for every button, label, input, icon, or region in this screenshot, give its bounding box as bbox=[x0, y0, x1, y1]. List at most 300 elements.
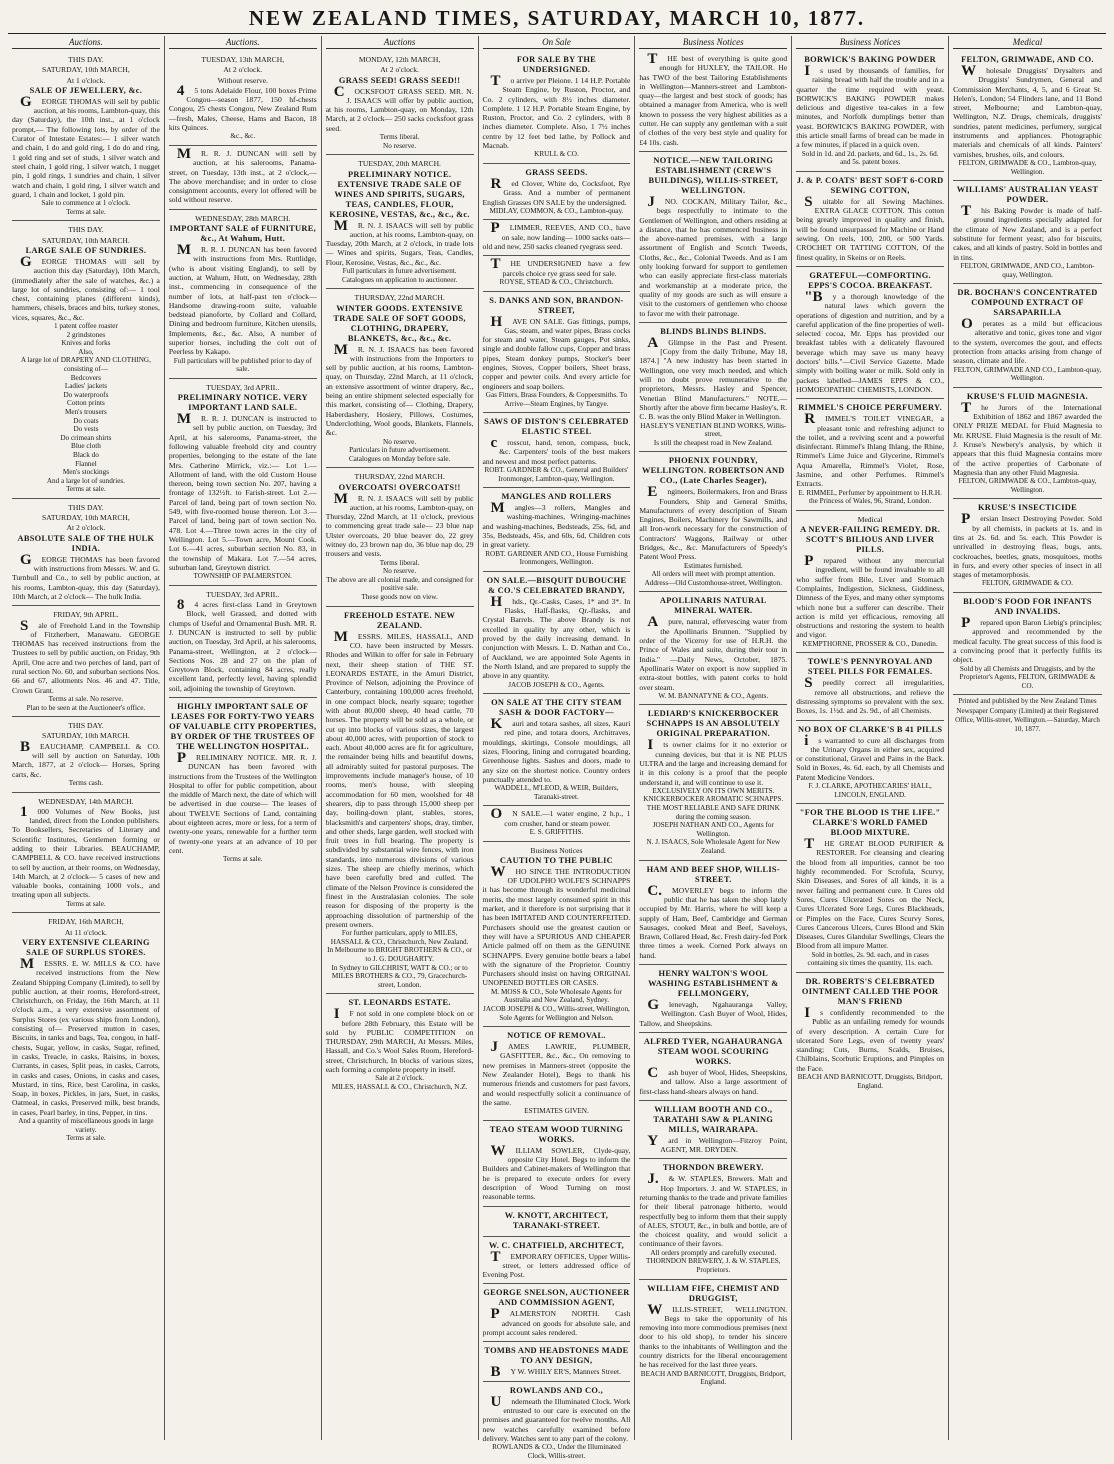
ad-line: JOSEPH NATHAN AND CO., Agents for Wellington. bbox=[652, 821, 774, 838]
ad-body: Persian Insect Destroying Powder. Sold by all chemists, in packets at 1s. and in tins at 2s. 6d. and 5s. each. This Powder is unrivalled in destroying fleas, bugs, ants, cockroaches, beetles, gnats, mosquitoes, moths in furs, and every other species of insect in all stages of metamorphosis. bbox=[953, 511, 1102, 580]
advertisement bbox=[796, 399, 944, 511]
ad-line: JACOB JOSEPH & CO., Agents. bbox=[508, 680, 605, 689]
ad-body: AGlimpse in the Past and Present. [Copy from the daily Tribune, May 18, 1874.] "A new industry has been started in Wellington, one very much needed, and which will no doubt prove remunerative to the proprietors, Messrs. Hasley and Spencer, Venetian Blind Manufacturers." NOTE.—Shortly after the above firm became Hasley's, R. C. B. was the only Blind Maker in Wellington. bbox=[639, 334, 788, 422]
ad-line: F. J. CLARKE, APOTHECARIES' HALL, LINCOLN, ENGLAND. bbox=[808, 782, 932, 799]
ad-title: DR. ROBERTS'S CELEBRATED OINTMENT CALLED THE POOR MAN'S FRIEND bbox=[801, 976, 939, 1006]
ad-body: crosscut, hand, tenon, compass, buck, &c. Carpenters' tools of the best makers and newest and most perfect patterns. bbox=[482, 435, 631, 466]
ad-title: MANGLES AND ROLLERS bbox=[501, 492, 612, 502]
ad-line: Full particulars in future advertisement. bbox=[342, 267, 457, 276]
ad-line: Terms liberal. bbox=[379, 133, 420, 142]
advertisement bbox=[169, 698, 317, 868]
ad-title: THORNDON BREWERY. bbox=[662, 1163, 764, 1173]
ad-title: "FOR THE BLOOD IS THE LIFE." CLARKE'S WORLD FAMED BLOOD MIXTURE. bbox=[799, 808, 941, 838]
ad-title: GRATEFUL—COMFORTING. EPPS'S COCOA. BREAKFAST. bbox=[808, 270, 933, 290]
ad-line: Bedcovers bbox=[70, 373, 102, 382]
advertisement bbox=[483, 694, 631, 806]
ad-line: Particulars in future advertisement. bbox=[349, 446, 451, 455]
advertisement bbox=[639, 1033, 787, 1101]
column-heading: Business Notices bbox=[639, 36, 787, 49]
ad-date-line: THIS DAY. bbox=[68, 225, 104, 235]
ad-line: KRULL & CO. bbox=[534, 150, 579, 159]
advertisement bbox=[483, 1121, 631, 1207]
ad-line: FELTON, GRIMWADE AND CO., Lambton-quay, Wellington. bbox=[953, 365, 1102, 383]
ad-body: "By a thorough knowledge of the natural laws which govern the operations of digestion and nutrition, and by a careful application of the fine properties of well-selected cocoa, Mr. Epps has provided our breakfast tables with a delicately flavoured beverage which may save us many heavy doctors' bills."—Civil Service Gazette. Made simply with boiling water or milk. Sold only in packets labelled—JAMES EPPS & CO., HOMOEOPATHIC CHEMISTS, LONDON. bbox=[796, 288, 945, 394]
advertisement bbox=[639, 452, 787, 592]
ad-title: TOMBS AND HEADSTONES MADE TO ANY DESIGN, bbox=[484, 1346, 629, 1366]
ad-body: MESSRS. MILES, HASSALL, AND CO. have been instructed by Messrs. Rhodes and Wilkin to offer for sale in February next, their sheep station of THE ST. LEONARDS ESTATE, in the Amuri District, Province of Nelson, adjoining the Province of Canterbury, containing 100,000 acres freehold, in one compact block, nearly square; together with about 80,000 sheep, 40 head cattle, 70 horses. The property will be sold as a whole, or cut up into blocks of various sizes, the largest about 40,000 acres, with proportion of stock to each. About 40,000 acres are fit for agriculture, the remainder being hills and beautiful downs, all admirably suited for pastoral purposes. The improvements include manager's house, of 10 rooms, men's house, with sleeping accommodation for 60 men, woolshed for 48 shearers, dip to pass through 15,000 sheep per day, boiling-down plant, stables, stores, blacksmith's and carpenters' shops, dray, timber, and other sheds, large garden, well stocked with fruit trees in full bearing. The property is subdivided by substantial wire fences, with iron standards, into numerous divisions of various sizes. The sheep are chiefly merinos, which have been carefully bred and culled. The climate of the Nelson Province is considered the finest in the Australasian colonies. The sole reason for disposing of the property is the approaching dissolution of partnership of the present owners. bbox=[325, 628, 474, 929]
ad-title: W. KNOTT, ARCHITECT, TARANAKI-STREET. bbox=[504, 1210, 609, 1230]
ad-line: In Sydney to GILCHRIST, WATT & CO.; or to MILES BROTHERS & CO., 79, Gracechurch-street, London. bbox=[331, 963, 468, 989]
ad-date-line: TUESDAY, 3rd APRIL. bbox=[206, 589, 280, 599]
column-4 bbox=[479, 36, 636, 1460]
ad-line: BEACH AND BARNICOTT, Druggists, Bridport, England. bbox=[797, 1073, 943, 1090]
ad-body: BY W. WHILY ER'S, Manners Street. bbox=[490, 1364, 621, 1381]
ad-title: PRELIMINARY NOTICE. EXTENSIVE TRADE SALE OF WINES AND SPIRITS, SUGARS, TEAS, CANDLES, FLOUR, KEROSINE, VESTAS, &c., &c., &c. bbox=[329, 169, 470, 219]
ad-line: Terms cash. bbox=[68, 778, 104, 787]
advertisement bbox=[483, 806, 631, 841]
ad-title: ON SALE AT THE CITY STEAM SASH & DOOR FACTORY— bbox=[491, 698, 622, 718]
advertisement bbox=[483, 488, 631, 572]
ad-body: Hhds., Qr.-Casks, Cases, 1* and 3*. In Flasks, Half-flasks, Qr.-flasks, and Crystal Barrels. The above Brandy is not excelled in quality by any other, which is proved by the daily increasing demand. In conjunction with Messrs. L. D. Nathan and Co., of Auckland, we are appointed Sole Agents in the North Island, and are prepared to supply the above in any quantity. bbox=[482, 593, 631, 681]
ad-date-line: At 1 o'clock. bbox=[66, 75, 106, 85]
column-6 bbox=[792, 36, 949, 1440]
ad-date-line: FRIDAY, 9th APRIL. bbox=[53, 610, 119, 620]
ad-title: BLOOD'S FOOD FOR INFANTS AND INVALIDS. bbox=[963, 597, 1092, 617]
ad-title: BORWICK'S BAKING POWDER bbox=[804, 55, 937, 64]
advertisement bbox=[639, 705, 787, 860]
ad-title: HIGHLY IMPORTANT SALE OF LEASES FOR FORTY-TWO YEARS OF VALUABLE CITY PROPERTIES, BY ORDER OF THE TRUSTEES OF THE WELLINGTON HOSPITAL. bbox=[169, 702, 317, 751]
ad-line: Do coats bbox=[73, 416, 99, 425]
ad-date-line: Without reserve. bbox=[217, 75, 268, 85]
advertisement bbox=[953, 51, 1102, 181]
ad-line: A large lot of DRAPERY AND CLOTHING, consisting of— bbox=[20, 356, 151, 373]
ad-body: 45 tons Adelaide Flour, 100 boxes Prime Congou—season 1877, 150 hf-chests Congou, 25 chests Congou, New Zealand Rum—fresh, Males, Cheese, Hams and Bacon, 18 kits Quinces. bbox=[168, 82, 317, 133]
advertisement bbox=[169, 210, 317, 379]
ad-title: WINTER GOODS. EXTENSIVE TRADE SALE OF SOFT GOODS, CLOTHING, DRAPERY, BLANKETS, &c., &c., &c. bbox=[333, 303, 466, 343]
ad-date-line: SATURDAY, 10th MARCH. bbox=[42, 731, 130, 741]
ad-title: J. & P. COATS' BEST SOFT 6-CORD SEWING COTTON, bbox=[796, 175, 944, 195]
ad-line: Black do bbox=[73, 450, 99, 459]
ad-line: Sold in bottles, 2s. 9d. each, and in cases containing six times the quantity, 11s. each. bbox=[807, 950, 933, 968]
ad-line: FELTON, GRIMWADE, AND CO., Lambton-quay, Wellington. bbox=[960, 261, 1095, 279]
ad-body: Suitable for all Sewing Machines. EXTRA GLACE COTTON. This cotton being greatly improved in quality and finish, will be found unsurpassed for Machine or Hand sewing. On reels, 100, 200, or 500 Yards. CROCHET OR TATTING COTTON, Of the finest quality, in Skeins or on Reels. bbox=[796, 193, 945, 262]
ad-body: HAVE ON SALE. Gas fittings, pumps, Gas, steam, and water pipes, Brass cocks for steam and water, Steam gauges, Pot sinks, single and double fallow cups, Copper and brass pipes, Steam donkey pumps, Stocker's beer engines, Stoves, Copper boilers, Sheet brass, copper and pewter coils. And every article for engineers and soap boilers. bbox=[482, 313, 631, 391]
advertisement bbox=[796, 172, 944, 267]
ad-date-line: THIS DAY. bbox=[68, 502, 104, 512]
ad-line: THE MOST RELIABLE AND SAFE DRINK during the coming season. bbox=[646, 804, 780, 821]
ad-line: N. J. ISAACS, Sole Wholesale Agent for New Zealand. bbox=[646, 838, 781, 856]
ad-line: &c., &c. bbox=[230, 132, 256, 141]
ad-body: To arrive per Pleione. 1 14 H.P. Portable Steam Engine, by Ruston, Proctor, and Co. 2 cylinders, with 8½ inches diameter. Complete. 1 12 H.P. Portable Steam Engine, by Ruston, Proctor, and Co. 2 cylinders, with 8 inches diameter. Complete. Also, 1 7½ inches centre by 12 feet bed lathe, by Pollock and Macnab. bbox=[482, 73, 631, 151]
ad-title: NO BOX OF CLARKE'S B 41 PILLS bbox=[798, 724, 943, 734]
ad-body: Is used by thousands of families, for raising bread with half the trouble and in a quarter the time required with yeast. BORWICK'S BAKING POWDER makes delicious and digestive tea-cakes in a few minutes, and Norfolk dumplings better than yeast. BORWICK'S BAKING POWDER, with this article small farms of bread can be made in a few minutes, if placed in a quick oven. bbox=[796, 63, 945, 150]
ad-body: MR. R. J. DUNCAN will sell by auction, at his salerooms, Panama-street, on Tuesday, 13th inst., at 2 o'clock,— The above merchandise; and in order to close consignment accounts, every lot offered will be sold without reserve. bbox=[168, 145, 317, 205]
ad-body: Is confidently recommended to the Public as an unfailing remedy for wounds of every description. A certain Cure for ulcerated Sore Legs, even of twenty years' standing; Cuts, Burns, Scalds, Bruises, Chilblains, Scorbutic Eruptions, and Pimples on the Face. bbox=[796, 1004, 945, 1073]
advertisement bbox=[483, 1237, 631, 1285]
ad-line: All orders promptly and carefully executed. bbox=[650, 1248, 777, 1257]
ad-body: JNO. COCKAN, Military Tailor, &c., begs respectfully to intimate to the Gentlemen of Wellington, and others residing at a distance, that he has commenced business in the above-named premises, with a large assortment of English and Scotch Tweeds, Cloths, &c., &c., Colonial Tweeds. And as I am only looking forward for support to gentlemen who can easily appreciate first-class materials and workmanship at a moderate price, the quality of my goods are such as will ensure a visit to the customers of gentlemen who choose to favor me with their patronage. bbox=[639, 193, 788, 318]
ad-body: is warranted to cure all discharges from the Urinary Organs in either sex, acquired or constitutional, Gravel and Pains in the Back. Sold in Boxes, 4s. 6d. each, by all Chemists and Patent Medicine Vendors. bbox=[796, 732, 945, 782]
ad-title: SALE OF JEWELLERY, &c. bbox=[29, 85, 143, 95]
advertisement bbox=[796, 804, 944, 973]
ad-line: JACOB JOSEPH & CO., Willis-street, Wellington, Sole Agents for Wellington and Nelson. bbox=[483, 1004, 630, 1022]
ad-date-line: TUESDAY, 20th MARCH. bbox=[358, 159, 441, 169]
ad-title: PRELIMINARY NOTICE. VERY IMPORTANT LAND SALE. bbox=[177, 393, 308, 413]
advertisement bbox=[12, 499, 160, 606]
ad-title: GRASS SEED! GRASS SEED!! bbox=[338, 75, 461, 85]
imprint-footer: Printed and published by the New Zealand Times Newspaper Company (Limited) at their Registered Office, Willis-street, Wellington.—Saturday, March 10, 1877. bbox=[955, 697, 1100, 734]
ad-line: Sold by all Chemists and Druggists, and by the Proprietor's Agents, FELTON, GRIMWADE & CO. bbox=[959, 664, 1096, 690]
ad-title: GEORGE SNELSON, AUCTIONEER AND COMMISSION AGENT, bbox=[483, 1288, 630, 1308]
ad-line: No reserve. bbox=[383, 437, 417, 446]
ad-body: Glenevagh, Ngahauranga Valley, Wellington. Cash Buyer of Wool, Hides, Tallow, and Sheepskins. bbox=[639, 997, 788, 1028]
ad-body: C.MOVERLEY begs to inform the public that he has taken the shop lately occupied by Mr. Harris, where he will keep a supply of Ham, Beef, Cambridge and German Sausages, cooked Meat and Beef, Saveloys, Brawn, Collared Head, &c. Fresh dairy-fed Pork three times a week. Corned Pork always on hand. bbox=[639, 882, 788, 960]
ad-body: Yard in Wellington—Fitzroy Point, AGENT, MR. DRYDEN. bbox=[647, 1132, 788, 1155]
advertisement bbox=[639, 861, 787, 965]
advertisement bbox=[326, 51, 474, 155]
advertisement bbox=[326, 155, 474, 289]
advertisement bbox=[12, 913, 160, 1146]
ad-line: WADDELL, M'LEOD, & WEIR, Builders, Taranaki-street. bbox=[494, 784, 619, 801]
ad-line: Knives and forks bbox=[61, 339, 111, 348]
advertisement bbox=[12, 793, 160, 914]
ad-title: VERY EXTENSIVE CLEARING SALE OF SURPLUS STORES. bbox=[22, 937, 150, 957]
ad-line: No reserve. bbox=[383, 567, 417, 576]
ad-body: GEORGE THOMAS will sell by public auction, at his rooms, Lambton-quay, this day (Saturday), the 10th inst., at 1 o'clock prompt,— The following lots, by order of the Curator of Intestate Estates:— 1 silver watch and chain, 1 do and gold ring, 1 do do and ring, 1 gold ring and set of studs, 1 silver watch and steel chain, 1 gold ring, 1 silver watch, 1 nugget pin, 1 gold rings, 1 sundries and chain, 1 silver watch and chain, 1 gold ring, 1 silver watch and guard, 1 chain and locket, 1 gold pin. bbox=[12, 93, 160, 199]
advertisement bbox=[169, 146, 317, 210]
ad-line: M. MOSS & CO., Sole Wholesale Agents for Australia and New Zealand, Sydney. bbox=[491, 987, 622, 1005]
ad-line: THORNDON BREWERY, J. & W. STAPLES, Proprietors. bbox=[646, 1257, 781, 1274]
ad-line: BEACH AND BARNICOTT, Druggists, Bridport, England. bbox=[640, 1369, 786, 1387]
ad-line: Do crimean shirts bbox=[60, 433, 112, 442]
columns-container bbox=[8, 36, 1106, 1460]
ad-title: OVERCOATS! OVERCOATS!! bbox=[338, 482, 461, 492]
ad-body: The Jurors of the International Exhibition of 1862 and 1867 awarded the ONLY PRIZE MEDAL for Fluid Magnesia to Mr. KRUSE. Fluid Magnesia is the result of Mr. J. Kruse's Newbery's analysis, by which it appears that this fluid Magnesia contains more of the active properties of Carbonate of Magnesia than any other Fluid Magnesia. bbox=[953, 399, 1102, 477]
ad-line: Sold in 1d. and 2d. packets, and 6d., 1s., 2s. 6d. and 5s. patent boxes. bbox=[801, 149, 939, 167]
ad-title: TOWLE'S PENNYROYAL AND STEEL PILLS FOR FEMALES. bbox=[807, 657, 933, 677]
advertisement bbox=[169, 51, 317, 146]
advertisement bbox=[483, 164, 631, 220]
column-7 bbox=[949, 36, 1106, 1440]
column-heading: Auctions. bbox=[169, 36, 317, 49]
advertisement bbox=[483, 220, 631, 256]
ad-date-line: SATURDAY, 10th MARCH. bbox=[42, 235, 130, 245]
ad-title: HAM AND BEEF SHOP, WILLIS-STREET. bbox=[646, 864, 780, 884]
ad-body: GEORGE THOMAS has been favored with instructions from Messrs. W. and G. Turnbull and Co., to sell by public auction, at his rooms, Lambton-quay, this day (Saturday), 10th March, at 2 o'clock— The hulk India. bbox=[12, 551, 160, 601]
ad-title: ABSOLUTE SALE OF THE HULK INDIA. bbox=[17, 533, 155, 553]
ad-title: PHOENIX FOUNDRY, WELLINGTON. ROBERTSON AND CO., (Late Charles Seager), bbox=[641, 456, 785, 486]
ad-line: And a large lot of sundries. bbox=[46, 476, 125, 485]
ad-title: KRUSE'S INSECTICIDE bbox=[977, 503, 1077, 513]
ad-line: 1 patent coffee roaster bbox=[53, 322, 118, 331]
ad-date-line: THURSDAY, 22nd MARCH. bbox=[354, 472, 445, 482]
ad-body: Speedily correct all irregularities, remove all obstructions, and relieve the distressing symptoms so prevalent with the sex. Boxes, 1s. 1½d. and 2s. 9d., of all Chemists. bbox=[796, 675, 945, 716]
ad-title: NOTICE.—NEW TAILORING ESTABLISHMENT (CREW'S BUILDINGS), WILLIS-STREET, WELLINGTON. bbox=[648, 155, 779, 195]
ad-title: IMPORTANT SALE of FURNITURE, &c., At Wahum, Hutt. bbox=[169, 224, 316, 244]
ad-body: GEORGE THOMAS will sell by auction this day (Saturday), 10th March, (immediately after the sale of watches, &c.) a large lot of sundries, consisting of:— 1 tool chest, containing planes (different kinds), hammers, chisels, braces and bits, turkey stones, vices, squares, &c., &c. bbox=[12, 253, 160, 322]
ad-title: S. DANKS AND SON, BRANDON-STREET, bbox=[489, 295, 624, 315]
column-heading: Medical bbox=[953, 36, 1102, 49]
advertisement bbox=[483, 292, 631, 414]
ad-title: LEDIARD'S KNICKERBOCKER SCHNAPPS IS AN ABSOLUTELY ORIGINAL PREPARATION. bbox=[646, 709, 781, 739]
ad-body: Apure, natural, effervescing water from the Apollinaris Brunnen. "Supplied by order of the Viceroy for use of H.R.H. the Prince of Wales and suite, during their tour in India." —Daily News, October, 1875. Apollinaris Water on export is now supplied in extra-stout bottles, with patent corks to hold over steam. bbox=[639, 614, 788, 692]
ad-date-line: THURSDAY, 22nd MARCH. bbox=[354, 293, 445, 303]
advertisement bbox=[953, 499, 1102, 593]
ad-body: Mangles—3 rollers, Mangles and washing-machines, Wringing-machines and washing-machines, Bedsteads, 25s, 6d, and 35s, Bedsteads, 45s, and 60s, 6d, Children cots in great variety. bbox=[482, 500, 631, 550]
ad-line: Terms at sale. bbox=[66, 1134, 106, 1143]
ad-body: Its owner claims for it no exterior or cunning devices, but that it is NE PLUS ULTRA and the large and increasing demand for it in this colony is a proof that the people understand it, and will continue to use it. bbox=[639, 737, 788, 787]
ad-title: BLINDS BLINDS BLINDS. bbox=[660, 326, 767, 336]
ad-line: For further particulars, apply to MILES, HASSALL & CO., Christchurch, New Zealand. bbox=[330, 929, 469, 946]
advertisement bbox=[796, 267, 944, 399]
ad-line: Gas Fitters, Brass Founders, & Coppersmiths. To Arrive—Steam Engines, by Tangye. bbox=[485, 390, 628, 408]
ad-body: MR. N. J. ISAACS will sell by public auction, at his rooms, Lambton-quay, on Thursday, 22nd March, at 11 o'clock, previous to commencing great trade sale— 23 blue nap Ulster overcoats, 20 blue beaver do, 22 grey witney do, 23 brown nap do, 36 blue nap do, 29 trousers and vests. bbox=[325, 490, 474, 559]
advertisement bbox=[483, 1207, 631, 1237]
ad-line: Cotton prints bbox=[67, 399, 105, 408]
column-heading: Auctions bbox=[326, 36, 474, 49]
ad-title: NOTICE OF REMOVAL. bbox=[507, 1031, 606, 1041]
ad-body: COCKSFOOT GRASS SEED. MR. N. J. ISAACS will offer by public auction, at his rooms, Lambton-quay, on Monday, 12th March, at 2 o'clock— 250 sacks cocksfoot grass seed. bbox=[325, 83, 474, 133]
advertisement bbox=[12, 51, 160, 221]
ad-body: J.& W. STAPLES, Brewers. Malt and Hop Importers. J. and W. STAPLES, in returning thanks to the trade and private families for their liberal patronage hitherto, would respectfully beg to inform them that their supply of ALES, STOUT, &c., in bulk and bottle, are of the choicest quality, and would solicit a continuance of their favors. bbox=[639, 1171, 788, 1249]
ad-line: Ladies' jackets bbox=[64, 382, 108, 391]
ad-line: TOWNSHIP OF PALMERSTON. bbox=[193, 572, 292, 581]
ad-body: 1000 Volumes of New Books, just landed, direct from the London publishers. To Booksellers, Secretaries of Literary and Scientific Institutes, Gentlemen forming or adding to their Libraries. BEAUCHAMP, CAMPBELL & CO. have received instructions to sell by auction, at their rooms, on Wednesday, 14th March, at 2 o'clock— 5 cases of new and valuable books, containing 1000 vols., and treating upon all subjects. bbox=[12, 803, 160, 900]
ad-body: TEMPORARY OFFICES, Upper Willis-street, or letters addressed office of Evening Post. bbox=[482, 1248, 631, 1280]
ad-title: WILLIAM FIFE, CHEMIST AND DRUGGIST, bbox=[647, 1283, 780, 1303]
ad-date-line: At 2 o'clock. bbox=[66, 523, 106, 533]
ad-line: Flannel bbox=[75, 459, 97, 468]
advertisement bbox=[483, 1382, 631, 1464]
column-1 bbox=[8, 36, 165, 1440]
advertisement bbox=[483, 1027, 631, 1121]
advertisement bbox=[326, 468, 474, 606]
ad-line: Blue cloth bbox=[71, 442, 101, 451]
ad-line: Terms at sale. bbox=[222, 855, 263, 864]
ad-body: MR. R. J. DUNCAN has been favored with instructions from Mrs. Ruttlidge, (who is about visiting England), to sell by auction, at Wahum, Hutt, on Wednesday, 28th inst., commencing in consequence of the number of lots, at half-past ten o'clock— Handsome drawing-room suite, valuable bedstead pianoforte, by Collard and Collard, Dining and bedroom furniture, Kitchen utensils, Implements, &c., &c. Also, A number of superior horses, including the colt out of Peerless by Kakapo. bbox=[168, 242, 317, 357]
advertisement bbox=[639, 1159, 787, 1279]
advertisement bbox=[483, 1284, 631, 1342]
advertisement bbox=[639, 1101, 787, 1160]
column-2 bbox=[165, 36, 322, 1440]
advertisement bbox=[326, 607, 474, 995]
ad-title: FREEHOLD ESTATE. NEW ZEALAND. bbox=[344, 610, 456, 630]
ad-body: Cash buyer of Wool, Hides, Sheepskins, and tallow. Also a large assortment of first-class hand-shears always on hand. bbox=[639, 1064, 788, 1096]
ad-body: PRELIMINARY NOTICE. MR. R. J. DUNCAN has been favored with instructions from the Trustees of the Wellington Hospital to offer for public competition, about the middle of March next, the date of which will be advertised in due course— The leases of about TWELVE Sections of Land, containing about eighteen acres, more or less, for a term of twenty-one years, renewable for a further term of twenty-one years at an advance of 10 per cent. bbox=[168, 750, 317, 855]
ad-line: Is still the cheapest road in New Zealand. bbox=[653, 438, 773, 447]
ad-date-line: At 11 o'clock. bbox=[64, 927, 108, 937]
ad-body: 84 acres first-class Land in Greytown Block, well Grassed, and dotted with clumps of Useful and Ornamental Bush. MR. R. J. DUNCAN is instructed to sell by public auction, on Tuesday, 3rd April, at his salerooms, Panama-street, Wellington, at 2 o'clock— Sections Nos. 28 and 27 on the plan of Greytown Block, containing 84 acres, really excellent land, perfectly level, having splendid soil, adjoining the township of Greytown. bbox=[168, 597, 317, 693]
advertisement bbox=[953, 388, 1102, 500]
ad-title: A NEVER-FAILING REMEDY. DR. SCOTT'S BILIOUS AND LIVER PILLS. bbox=[800, 525, 941, 555]
ad-title: GRASS SEEDS. bbox=[525, 167, 588, 177]
advertisement bbox=[483, 413, 631, 488]
ad-body: THE best of everything is quite good enough for HUXLEY, the TAILOR. He has TWO of the best Tailoring Establishments in Wellington—Manners-street and Lambton-quay—the largest and best stock of goods; has obtained a manager from America, who is well known to possess the very highest abilities as a cutter. He can supply any gentleman with a suit of clothes of the very best style and quality for £4 10s. cash. bbox=[639, 51, 788, 147]
advertisement bbox=[483, 842, 631, 1028]
ad-line: E. RIMMEL, Perfumer by appointment to H.R.H. the Princess of Wales, 96, Strand, London. bbox=[798, 488, 942, 506]
advertisement bbox=[169, 379, 317, 586]
ad-date-line: THIS DAY. bbox=[68, 55, 104, 64]
ad-body: WHO SINCE THE INTRODUCTION OF UDOLPHO WOLFE'S SCHNAPPS it has become through its wonderful medicinal merits, the most largely consumed spirit in this market, and it therefore is not surprising that it has been IMITATED AND COUNTERFEITED. Purchasers should use the greatest caution or they will have a SPURIOUS AND CHEAPER Article palmed off on them as the GENUINE SCHNAPPS. Every genuine bottle bears a label with the signature of the Proprietor. Country Purchasers should insist on having ORIGINAL UNOPENED BOTTLES OR CASES. bbox=[482, 863, 631, 988]
ad-line: These goods now on view. bbox=[361, 593, 438, 602]
ad-title: FOR SALE BY THE UNDERSIGNED. bbox=[516, 55, 597, 74]
advertisement bbox=[639, 152, 787, 323]
ad-line: KEMPTHORNE, PROSSER & CO., Dunedin. bbox=[802, 639, 938, 648]
ad-date-line: WEDNESDAY, 14th MARCH. bbox=[38, 796, 134, 806]
ad-body: PLIMMER, REEVES, AND CO., have on sale, now landing— 1000 sacks oats—old and new, 250 sacks cleaned ryegrass seed. bbox=[482, 220, 631, 252]
advertisement bbox=[483, 51, 631, 164]
ad-line: Terms at sale. bbox=[66, 207, 106, 216]
ad-title: APOLLINARIS NATURAL MINERAL WATER. bbox=[659, 596, 767, 616]
ad-title: CAUTION TO THE PUBLIC bbox=[499, 855, 613, 865]
ad-line: ROBT. GARDNER AND CO., House Furnishing Ironmongers, Wellington. bbox=[485, 549, 628, 567]
ad-title: W. C. CHATFIELD, ARCHITECT, bbox=[488, 1240, 625, 1250]
ad-line: Terms liberal. bbox=[379, 558, 420, 567]
ad-line: Terms at sale. bbox=[66, 485, 106, 494]
ad-date-line: TUESDAY, 3rd APRIL. bbox=[206, 382, 280, 392]
ad-title: HENRY WALTON'S WOOL WASHING ESTABLISHMENT & FELLMONGERY, bbox=[648, 969, 779, 999]
ad-title: LARGE SALE OF SUNDRIES. bbox=[25, 245, 147, 255]
ad-line: ROBT. GARDNER & CO., General and Builders' Ironmonger, Lambton-quay, Wellington. bbox=[484, 465, 629, 483]
ad-line: ROYSE, STEAD & CO., Christchurch. bbox=[499, 277, 614, 286]
ad-line: FELTON, GRIMWADE & CO., Lambton-quay, Wellington. bbox=[958, 477, 1097, 494]
ad-line: Men's stockings bbox=[62, 468, 110, 477]
column-heading: Auctions. bbox=[12, 36, 160, 49]
ad-line: FELTON, GRIMWADE & CO. bbox=[982, 579, 1073, 588]
column-3 bbox=[322, 36, 479, 1440]
ad-line: ROWLANDS & CO., Under the Illuminated Clock, Willis-street. bbox=[492, 1443, 621, 1460]
advertisement bbox=[953, 181, 1102, 284]
advertisement bbox=[639, 965, 787, 1033]
ad-line: Also, bbox=[78, 347, 94, 356]
ad-line: In Melbourne to BRIGHT BROTHERS & CO., or to J. G. DOUGHARTY. bbox=[327, 946, 473, 963]
ad-title: ON SALE.—BISQUIT DUBOUCHE & CO.'S CELEBRATED BRANDY, bbox=[486, 575, 627, 595]
ad-body: Underneath the Illuminated Clock. Work entrusted to our care is executed on the premises and guaranteed for twelve months. All new watches carefully examined before delivery. Watches sent to any part of the colony. bbox=[482, 1393, 631, 1443]
ad-line: HASLEY'S VENETIAN BLIND WORKS, Willis-street, bbox=[640, 421, 787, 439]
advertisement bbox=[326, 994, 474, 1095]
ad-title: ST. LEONARDS ESTATE. bbox=[348, 998, 451, 1008]
ad-body: BEAUCHAMP, CAMPBELL & CO. will sell by auction on Saturday, 10th March, 1877, at 2 o'clock— Horses, Spring carts, &c. bbox=[12, 738, 160, 779]
ad-line: Sale to commence at 1 o'clock. bbox=[41, 199, 131, 208]
ad-body: Kauri and totara sashes, all sizes, Kauri red pine, and totara doors, Architraves, mouldings, skirtings, Console mouldings, all sizes, Flooring, lining and corrugated boarding, Greenhouse lights. Sashes and doors, made to any size on the shortest notice. Country orders punctually attended to. bbox=[482, 716, 631, 784]
ad-line: No reserve. bbox=[383, 141, 417, 150]
ad-line: Terms at sale. bbox=[66, 899, 106, 908]
ad-body: MR. N. J. ISAACS will sell by public auction, at his rooms, Lambton-quay, on Tuesday, 20th March, at 2 o'clock, in trade lots— Wines and spirits, Sugars, Teas, Candles, Flour, Kerosine, Vestas, &c., &c., &c. bbox=[325, 217, 474, 267]
advertisement bbox=[326, 289, 474, 468]
ad-body: Wholesale Druggists' Drysalters and Druggists' Sundrymen, General and Commission Merchants, 4, 5, and 6 Great St. Helen's, London; 54 Flinders lane, and 11 Bond street, Melbourne; and Lambton-quay, Wellington, N.Z. Drugs, chemicals, druggists' sundries, patent medicines, perfumery, surgical instruments and appliances. Photographic materials and chemicals of all kinds. Painters' varnishes, brushes, oils, and colours. bbox=[953, 63, 1102, 159]
advertisement bbox=[12, 606, 160, 717]
ad-date-line: SATURDAY, 10th MARCH, bbox=[42, 513, 130, 523]
ad-line: 2 grindstones bbox=[66, 330, 106, 339]
ad-title: FELTON, GRIMWADE, AND CO. bbox=[961, 55, 1094, 64]
ad-body: This Baking Powder is made of half-ground ingredients specially adapted for the climate of New Zealand, and is a perfect substitute for ferment yeast; also for biscuits, cakes, and all kinds of pastry. Sold in bottles and in tins. bbox=[953, 203, 1102, 262]
ad-line: Plan to be seen at the Auctioneer's office. bbox=[26, 703, 146, 712]
masthead: NEW ZEALAND TIMES, SATURDAY, MARCH 10, 1877. bbox=[8, 4, 1106, 34]
ad-body: JAMES LAWRIE, PLUMBER, GASFITTER, &c., &c., On removing to new premises in Manners-street (opposite the New Zealander Hotel), Begs to thank his numerous friends and customers for past favors, and would respectfully solicit a continuance of the same. bbox=[482, 1039, 631, 1107]
advertisement bbox=[169, 586, 317, 698]
ad-line: FELTON, GRIMWADE & CO., Lambton-quay, Wellington. bbox=[958, 158, 1097, 176]
ad-body: Engineers, Boilermakers, Iron and Brass Founders, Ship and General Smiths, Manufacturers of every description of Steam Engines, Boilers, Machinery for Sawmills, and all Iron-work necessary for the construction of Contractors' Waggons, Railway or other Bridges, &c., &c. Manufacturers of Speedy's Patent Wool Press. bbox=[639, 484, 788, 562]
ad-line: W. M. BANNATYNE & CO., Agents. bbox=[658, 691, 769, 700]
ad-body: RIMMEL'S TOILET VINEGAR, a pleasant tonic and refreshing adjunct to the toilet, and a reviving scent and a powerful disinfectant. Rimmel's Ihlang Ihlang, the Rhine, Rimmel's Lime Juice and Glycerine, Rimmel's Aqua Amarella, Rimmel's Violet, Rose, Jasmine, and other Perfumes. Rimmel's Extracts. bbox=[796, 411, 945, 489]
ad-date-line: MONDAY, 12th MARCH, bbox=[358, 55, 441, 64]
ad-date-line: SATURDAY, 10th MARCH, bbox=[42, 65, 130, 75]
ad-line: ESTIMATES GIVEN. bbox=[524, 1107, 589, 1116]
ad-body: THE UNDERSIGNED have a few parcels choice rye grass seed for sale. bbox=[490, 256, 631, 278]
ad-title: TEAO STEAM WOOD TURNING WORKS. bbox=[489, 1124, 624, 1144]
ad-body: Prepared upon Baron Liebig's principles; approved and recommended by the medical faculty. The great success of this food is a convincing proof that it perfectly fulfils its object. bbox=[953, 615, 1102, 665]
advertisement bbox=[796, 653, 944, 720]
ad-line: Full particulars will be published prior to day of sale. bbox=[173, 356, 312, 374]
column-heading: Business Notices bbox=[796, 36, 944, 49]
ad-body: MR. N. J. ISAACS has been favored with instructions from the Importers to sell by public auction, at his rooms, Lambton-quay, on Thursday, 22nd March, at 11 o'clock, an extensive assortment of winter drapery, &c., being an entire shipment selected especially for this market, consisting of— Clothing, Drapery, Haberdashery, Hosiery, Pillows, Costumes, Underclothing, Wool goods, Blankets, Flannels, &c. bbox=[325, 341, 474, 438]
ad-body: IF not sold in one complete block on or before 28th February, this Estate will be sold by PUBLIC COMPETITION on THURSDAY, 29th MARCH, At Messrs. Miles, Hassall, and Co.'s Wool Sales Room, Hereford-street, Christchurch, In blocks of various sizes, each forming a complete property in itself. bbox=[325, 1006, 474, 1075]
ad-title: ROWLANDS AND CO., bbox=[509, 1385, 603, 1395]
ad-body: PALMERSTON NORTH. Cash advanced on goods for absolute sale, and prompt account sales rendered. bbox=[482, 1306, 631, 1338]
ad-date-line: FRIDAY, 16th MARCH, bbox=[48, 917, 124, 927]
advertisement bbox=[483, 572, 631, 694]
ad-body: WILLIAM SOWLER, Clyde-quay, opposite City Hotel. Begs to inform the Builders and Cabinet-makers of Wellington that he is prepared to execute orders for every description of Wood Turning on most reasonable terms. bbox=[482, 1142, 631, 1202]
advertisement bbox=[953, 284, 1102, 388]
ad-body: Operates as a mild but efficacious alterative and tonic, gives tone and vigor to the system, overcomes the gout, and effects protection from attacks arising from change of season, climate and life. bbox=[953, 316, 1102, 366]
ad-line: Catalogues on Monday before sale. bbox=[348, 454, 451, 463]
ad-date-line: At 2 o'clock. bbox=[380, 65, 419, 75]
ad-title: WILLIAM BOOTH AND CO., TARATAHI SAW & PLANING MILLS, WAIRARAPA. bbox=[653, 1104, 774, 1134]
ad-line: Estimates furnished. bbox=[683, 561, 743, 570]
column-5 bbox=[635, 36, 792, 1440]
ad-date-line: WEDNESDAY, 28th MARCH. bbox=[195, 213, 291, 223]
advertisement bbox=[483, 256, 631, 291]
ad-line: Address—Old Customhouse-street, Wellington. bbox=[644, 578, 783, 587]
advertisement bbox=[639, 51, 787, 152]
ad-body: Sale of Freehold Land in the Township of Fitzherbert, Manawatu. GEORGE THOMAS has received instructions from the Trustees to sell by public auction, on Friday, 9th April, One acre and two perches of land, part of rural section No. 60, and suburban sections Nos. 66 and 67, allotments Nos. 46 and 47. Title, Crown Grant. bbox=[12, 617, 160, 695]
advertisement bbox=[483, 1342, 631, 1381]
ad-line: The above are all colonial made, and consigned for positive sale. bbox=[326, 575, 474, 593]
ad-line: Terms at sale. No reserve. bbox=[48, 694, 124, 703]
ad-line: All orders will meet with prompt attention. bbox=[651, 570, 776, 579]
advertisement bbox=[639, 1280, 787, 1391]
ad-body: Prepared without any mercurial ingredient, will be found invaluable to all who suffer from Bile, Liver and Stomach Complaints, Indigestion, Sickness, Giddiness, Dimness of the Eyes, and many other symptoms which none but a sufferer can describe. Their action is mild yet efficacious, removing all obstructions and restoring the system to health and vigor. bbox=[796, 553, 945, 640]
ad-line: MILES, HASSALL & CO., Christchurch, N.Z. bbox=[331, 1082, 468, 1091]
ad-line: E. S. GRIFFITHS. bbox=[529, 827, 584, 836]
ad-line: Do waterproofs bbox=[63, 390, 109, 399]
column-heading: On Sale bbox=[483, 36, 631, 49]
ad-title: RIMMEL'S CHOICE PERFUMERY. bbox=[798, 403, 943, 413]
ad-title: KRUSE'S FLUID MAGNESIA. bbox=[966, 391, 1089, 401]
advertisement bbox=[796, 721, 944, 805]
ad-title: ALFRED TYER, NGAHAURANGA STEAM WOOL SCOURING WORKS. bbox=[643, 1036, 783, 1066]
advertisement bbox=[12, 717, 160, 792]
advertisement bbox=[953, 593, 1102, 695]
ad-body: WILLIS-STREET, WELLINGTON. Begs to take the opportunity of his removing into more commodious premises (next door to his old shop), to tender his sincere thanks to the inhabitants of Wellington and the country districts for the liberal encouragement he has received for the last three years. bbox=[639, 1301, 788, 1370]
ad-date-line: Business Notices bbox=[530, 845, 583, 855]
ad-line: Do vests bbox=[73, 425, 99, 434]
ad-line: Men's trousers bbox=[65, 407, 107, 416]
ad-title: SAWS OF DISTON'S CELEBRATED ELASTIC STEEL bbox=[484, 417, 629, 437]
ad-line: MIDLAY, COMMON, & CO., Lambton-quay. bbox=[489, 206, 624, 215]
ad-body: Red Clover, White do, Cocksfoot, Rye Grass. And a number of permanent English Grasses ON SALE by the undersigned. bbox=[482, 175, 631, 207]
ad-line: Catalogues on application to auctioneer. bbox=[342, 275, 458, 284]
ad-line: KNICKERBOCKER AROMATIC SCHNAPPS. bbox=[643, 795, 784, 804]
ad-date-line: Medical bbox=[857, 514, 883, 524]
ad-date-line: TUESDAY, 13th MARCH, bbox=[201, 55, 285, 64]
advertisement bbox=[796, 511, 944, 654]
ad-line: EXCLUSIVELY ON ITS OWN MERITS. bbox=[652, 786, 775, 795]
ad-body: ON SALE.—1 water engine, 2 h.p., 1 corn crusher, hand or steam power. bbox=[490, 806, 631, 828]
ad-date-line: At 2 o'clock. bbox=[223, 65, 263, 75]
ad-line: Sale at 2 o'clock. bbox=[375, 1074, 424, 1083]
advertisement bbox=[796, 51, 944, 172]
